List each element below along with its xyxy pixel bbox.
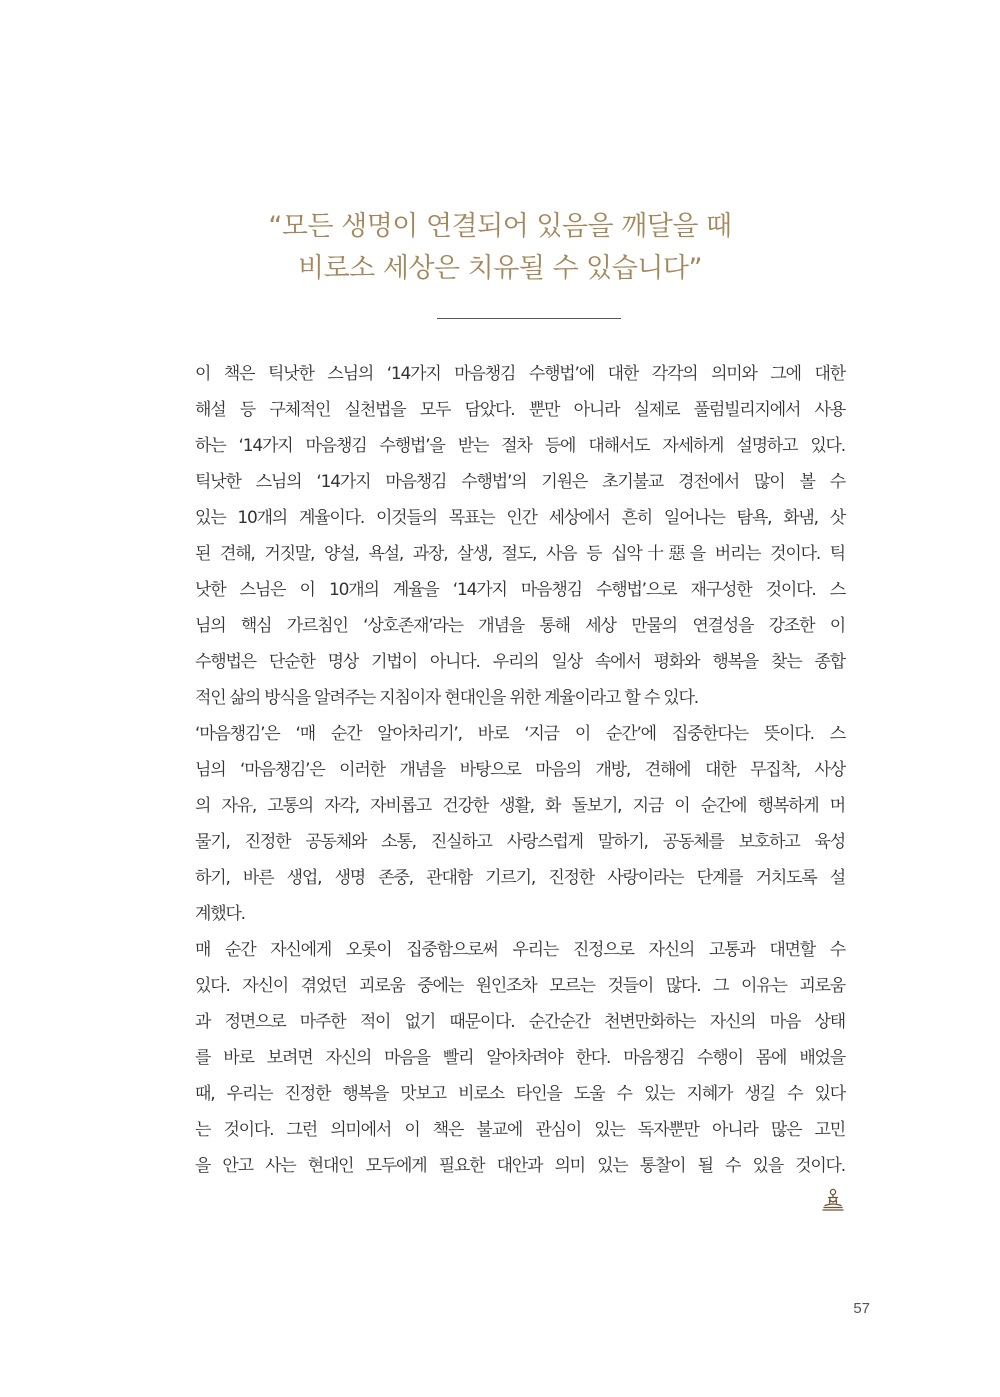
quote-divider [437, 318, 621, 319]
body-line: 계했다. [195, 904, 245, 924]
body-line: 의 자유, 고통의 자각, 자비롭고 건강한 생활, 화 돌보기, 지금 이 순간에 행복하게 머 [195, 796, 845, 816]
body-line: 하는 ‘14가지 마음챙김 수행법’을 받는 절차 등에 대해서도 자세하게 설명하고 있다. [195, 436, 845, 456]
body-line: 는 것이다. 그런 의미에서 이 책은 불교에 관심이 있는 독자뿐만 아니라 많은 고민 [195, 1120, 845, 1140]
body-line: 적인 삶의 방식을 알려주는 지침이자 현대인을 위한 계율이라고 할 수 있다. [195, 688, 698, 708]
body-line: 하기, 바른 생업, 생명 존중, 관대함 기르기, 진정한 사랑이라는 단계를 거치도록 설 [195, 868, 845, 888]
body-line: 수행법은 단순한 명상 기법이 아니다. 우리의 일상 속에서 평화와 행복을 찾는 종합 [195, 652, 845, 672]
body-line: 를 바로 보려면 자신의 마음을 빨리 알아차려야 한다. 마음챙김 수행이 몸에 배었을 [195, 1048, 845, 1068]
meditating-figure-icon [820, 1188, 846, 1212]
body-line: 해설 등 구체적인 실천법을 모두 담았다. 뿐만 아니라 실제로 풀럼빌리지에서 사용 [195, 400, 845, 420]
pull-quote-line-2: 비로소 세상은 치유될 수 있습니다” [298, 253, 702, 284]
pull-quote-line-1: “모든 생명이 연결되어 있음을 깨달을 때 [268, 211, 732, 242]
body-line: 과 정면으로 마주한 적이 없기 때문이다. 순간순간 천변만화하는 자신의 마음 상태 [195, 1012, 845, 1032]
body-line: 된 견해, 거짓말, 양설, 욕설, 과장, 살생, 절도, 사음 등 십악十惡을 버리는 것이다. 틱 [195, 544, 845, 564]
article-body [195, 356, 845, 1184]
body-line: 때, 우리는 진정한 행복을 맛보고 비로소 타인을 도울 수 있는 지혜가 생길 수 있다 [195, 1084, 845, 1104]
body-line: 틱낫한 스님의 ‘14가지 마음챙김 수행법’의 기원은 초기불교 경전에서 많이 볼 수 [195, 472, 845, 492]
body-line: ‘마음챙김’은 ‘매 순간 알아차리기’, 바로 ‘지금 이 순간’에 집중한다는 뜻이다. 스 [195, 724, 845, 744]
body-line: 님의 ‘마음챙김’은 이러한 개념을 바탕으로 마음의 개방, 견해에 대한 무집착, 사상 [195, 760, 845, 780]
body-line: 매 순간 자신에게 오롯이 집중함으로써 우리는 진정으로 자신의 고통과 대면할 수 [195, 940, 845, 960]
body-line: 을 안고 사는 현대인 모두에게 필요한 대안과 의미 있는 통찰이 될 수 있을 것이다. [195, 1156, 845, 1176]
pull-quote [0, 206, 1000, 290]
body-line: 물기, 진정한 공동체와 소통, 진실하고 사랑스럽게 말하기, 공동체를 보호하고 육성 [195, 832, 845, 852]
body-line: 님의 핵심 가르침인 ‘상호존재’라는 개념을 통해 세상 만물의 연결성을 강조한 이 [195, 616, 845, 636]
body-line: 있는 10개의 계율이다. 이것들의 목표는 인간 세상에서 흔히 일어나는 탐욕, 화냄, 삿 [195, 508, 845, 528]
body-line: 낫한 스님은 이 10개의 계율을 ‘14가지 마음챙김 수행법’으로 재구성한 것이다. 스 [195, 580, 845, 600]
body-line: 있다. 자신이 겪었던 괴로움 중에는 원인조차 모르는 것들이 많다. 그 이유는 괴로움 [195, 976, 845, 996]
body-line: 이 책은 틱낫한 스님의 ‘14가지 마음챙김 수행법’에 대한 각각의 의미와 그에 대한 [195, 364, 845, 384]
page-number: 57 [853, 1300, 870, 1317]
